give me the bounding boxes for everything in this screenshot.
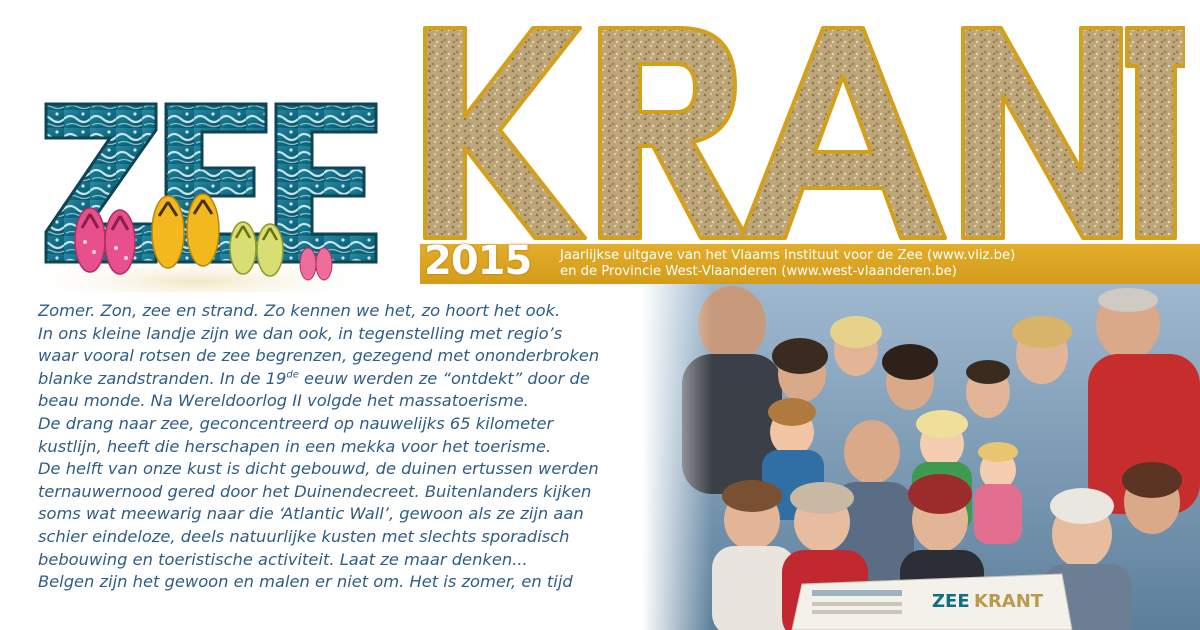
intro-line-4-start: blanke zandstranden. In de 19 (38, 368, 287, 388)
group-photo (642, 284, 1200, 630)
intro-line: Zomer. Zon, zee en strand. Zo kennen we het, zo hoort het ook. (38, 301, 561, 320)
intro-text (38, 300, 658, 630)
intro-line: Belgen zijn het gewoon en malen er niet om. Het is zomer, en tijd (38, 572, 573, 592)
newspaper (792, 574, 1072, 630)
newspaper-logo-left: ZEE (932, 591, 970, 612)
zee-logo-graphic (38, 92, 398, 292)
ordinal-suffix: de (286, 369, 299, 381)
intro-line: De drang naar zee, geconcentreerd op nauwelijks 65 kilometer (38, 413, 554, 433)
intro-line: In ons kleine landje zijn we dan ook, in tegenstelling met regio’s (38, 323, 563, 343)
edition-year: 2015 (424, 238, 532, 284)
intro-line: De helft van onze kust is dicht gebouwd, de duinen ertussen werden (38, 459, 599, 479)
intro-line: beau monde. Na Wereldoorlog II volgde het massatoerisme. (38, 391, 529, 411)
intro-line: bebouwing en toeristische activiteit. Laat ze maar denken... (38, 549, 528, 569)
intro-line: waar vooral rotsen de zee begrenzen, gezegend met ononderbroken (38, 346, 600, 366)
publisher-line-2: en de Provincie West-Vlaanderen (www.west-vlaanderen.be) (560, 264, 957, 279)
intro-line-4 (38, 368, 658, 391)
intro-line: kustlijn, heeft die herschapen in een mekka voor het toerisme. (38, 436, 552, 456)
group-photo-graphic (642, 284, 1200, 630)
zee-logo (38, 92, 398, 292)
intro-line: soms wat meewarig naar die ‘Atlantic Wall’, gewoon als ze zijn aan (38, 504, 584, 524)
newspaper-logo-right: KRANT (974, 591, 1044, 612)
letter-e2 (276, 104, 376, 262)
publisher-line-1: Jaarlijkse uitgave van het Vlaams Instituut voor de Zee (www.vliz.be) (560, 248, 1016, 263)
intro-line-4-end: eeuw werden ze “ontdekt” door de (298, 368, 590, 388)
intro-line: ternauwernood gered door het Duinendecreet. Buitenlanders kijken (38, 481, 592, 501)
publisher-info (560, 248, 1015, 280)
sand-texture-icon (425, 28, 1185, 238)
krant-logo-graphic (415, 20, 1185, 245)
intro-line: schier eindeloze, deels natuurlijke kusten met slechts sporadisch (38, 526, 570, 546)
krant-logo (415, 20, 1185, 245)
